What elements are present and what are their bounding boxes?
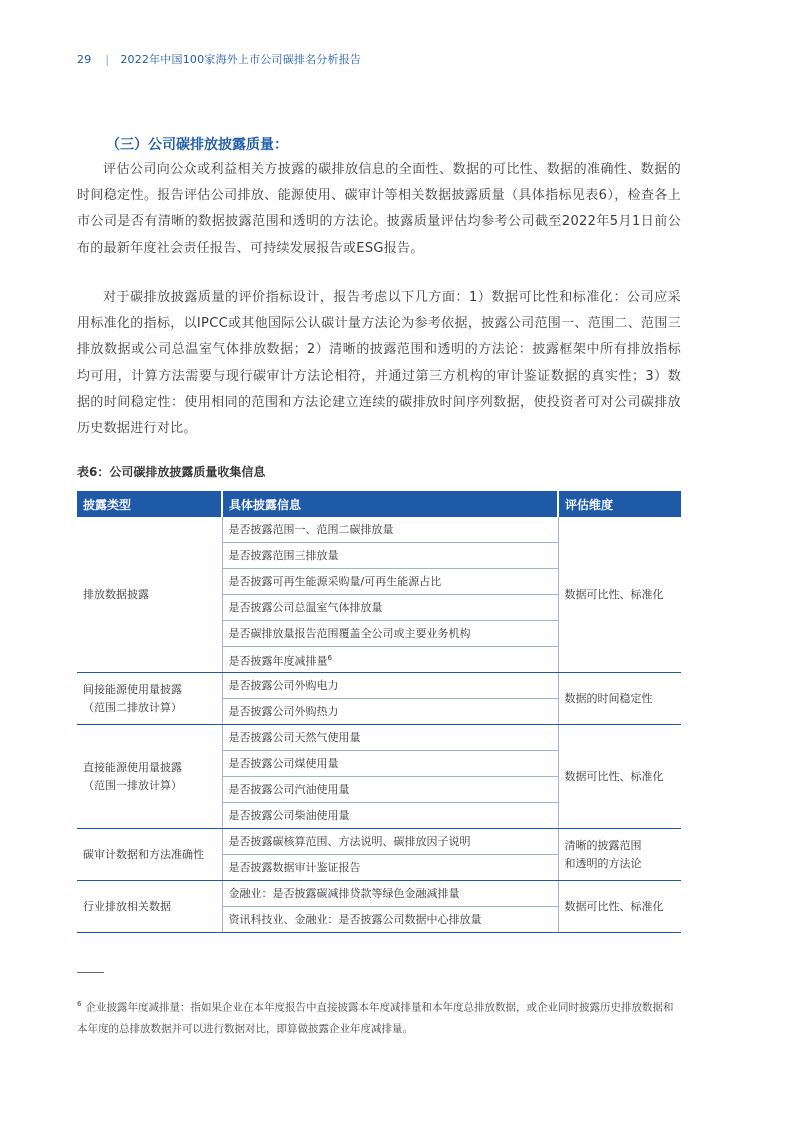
dimension-cell: 数据可比性、标准化 — [558, 725, 681, 829]
info-cell: 是否披露公司天然气使用量 — [222, 725, 558, 751]
dimension-cell — [558, 829, 681, 881]
footnote — [77, 994, 681, 1040]
info-cell: 是否披露公司外购热力 — [222, 699, 558, 725]
page-header — [77, 51, 361, 67]
info-cell: 是否披露范围三排放量 — [222, 543, 558, 569]
group-type-line: （范围二排放计算） — [83, 700, 182, 714]
info-text: 是否披露年度减排量 — [228, 654, 328, 668]
group-type-line: 间接能源使用量披露 — [83, 682, 182, 696]
footnote-number: 6 — [77, 1000, 82, 1008]
info-cell — [222, 647, 558, 673]
header-info: 具体披露信息 — [222, 491, 558, 517]
info-cell: 是否披露可再生能源采购量/可再生能源占比 — [222, 569, 558, 595]
paragraph-1: 评估公司向公众或利益相关方披露的碳排放信息的全面性、数据的可比性、数据的准确性、数据的时间稳定性。报告评估公司排放、能源使用、碳审计等相关数据披露质量（具体指标见表6），检查各上市公司是否有清晰的数据披露范围和透明的方法论。披露质量评估均参考公司截至2022年5月1日前公布的最新年度社会责任报告、可持续发展报告或ESG报告。 — [77, 162, 681, 256]
dimension-line: 清晰的披露范围 — [564, 838, 642, 852]
table-row — [77, 829, 681, 855]
section-title: （三）公司碳排放披露质量： — [106, 137, 288, 153]
info-cell: 是否披露碳核算范围、方法说明、碳排放因子说明 — [222, 829, 558, 855]
paragraph-2: 对于碳排放披露质量的评价指标设计，报告考虑以下几方面：1）数据可比性和标准化：公司应采用标准化的指标，以IPCC或其他国际公认碳计量方法论为参考依据，披露公司范围一、范围二、范围三排放数据或公司总温室气体排放数据；2）清晰的披露范围和透明的方法论：披露框架中所有排放指标均可用，计算方法需要与现行碳审计方法论相符，并通过第三方机构的审计鉴证数据的真实性；3）数据的时间稳定性：使用相同的范围和方法论建立连续的碳排放时间序列数据，使投资者可对公司碳排放历史数据进行对比。 — [77, 290, 681, 437]
info-cell: 是否披露公司外购电力 — [222, 673, 558, 699]
info-cell: 是否披露数据审计鉴证报告 — [222, 855, 558, 881]
group-type-line: 直接能源使用量披露 — [83, 760, 182, 774]
dimension-cell: 数据可比性、标准化 — [558, 881, 681, 933]
info-cell: 金融业：是否披露碳减排贷款等绿色金融减排量 — [222, 881, 558, 907]
group-type-cell: 排放数据披露 — [77, 517, 222, 673]
info-cell: 是否披露公司煤使用量 — [222, 751, 558, 777]
report-title: 2022年中国100家海外上市公司碳排名分析报告 — [120, 53, 362, 66]
group-type-cell — [77, 725, 222, 829]
group-type-cell: 碳审计数据和方法准确性 — [77, 829, 222, 881]
group-type-cell — [77, 673, 222, 725]
header-type: 披露类型 — [77, 491, 222, 517]
table-row — [77, 881, 681, 907]
info-cell: 资讯科技业、金融业：是否披露公司数据中心排放量 — [222, 907, 558, 933]
info-cell: 是否碳排放量报告范围覆盖全公司或主要业务机构 — [222, 621, 558, 647]
page-number: 29 — [77, 53, 92, 66]
info-cell: 是否披露公司柴油使用量 — [222, 803, 558, 829]
table-row — [77, 517, 681, 543]
dimension-line: 和透明的方法论 — [564, 856, 642, 870]
table-row — [77, 673, 681, 699]
table-title: 表6：公司碳排放披露质量收集信息 — [77, 465, 266, 479]
dimension-cell: 数据可比性、标准化 — [558, 517, 681, 673]
header-dimension: 评估维度 — [558, 491, 681, 517]
table-header-row — [77, 491, 681, 517]
disclosure-table — [77, 491, 681, 933]
group-type-line: （范围一排放计算） — [83, 778, 182, 792]
group-type-cell: 行业排放相关数据 — [77, 881, 222, 933]
info-cell: 是否披露公司汽油使用量 — [222, 777, 558, 803]
footnote-divider — [77, 972, 104, 973]
info-cell: 是否披露范围一、范围二碳排放量 — [222, 517, 558, 543]
dimension-cell: 数据的时间稳定性 — [558, 673, 681, 725]
info-cell: 是否披露公司总温室气体排放量 — [222, 595, 558, 621]
table-row — [77, 725, 681, 751]
footnote-marker: 6 — [327, 653, 332, 662]
header-separator: | — [105, 53, 110, 66]
footnote-text: 企业披露年度减排量：指如果企业在本年度报告中直接披露本年度减排量和本年度总排放数据，或企业同时披露历史排放数据和本年度的总排放数据并可以进行数据对比，即算做披露企业年度减排量。 — [77, 1001, 674, 1035]
